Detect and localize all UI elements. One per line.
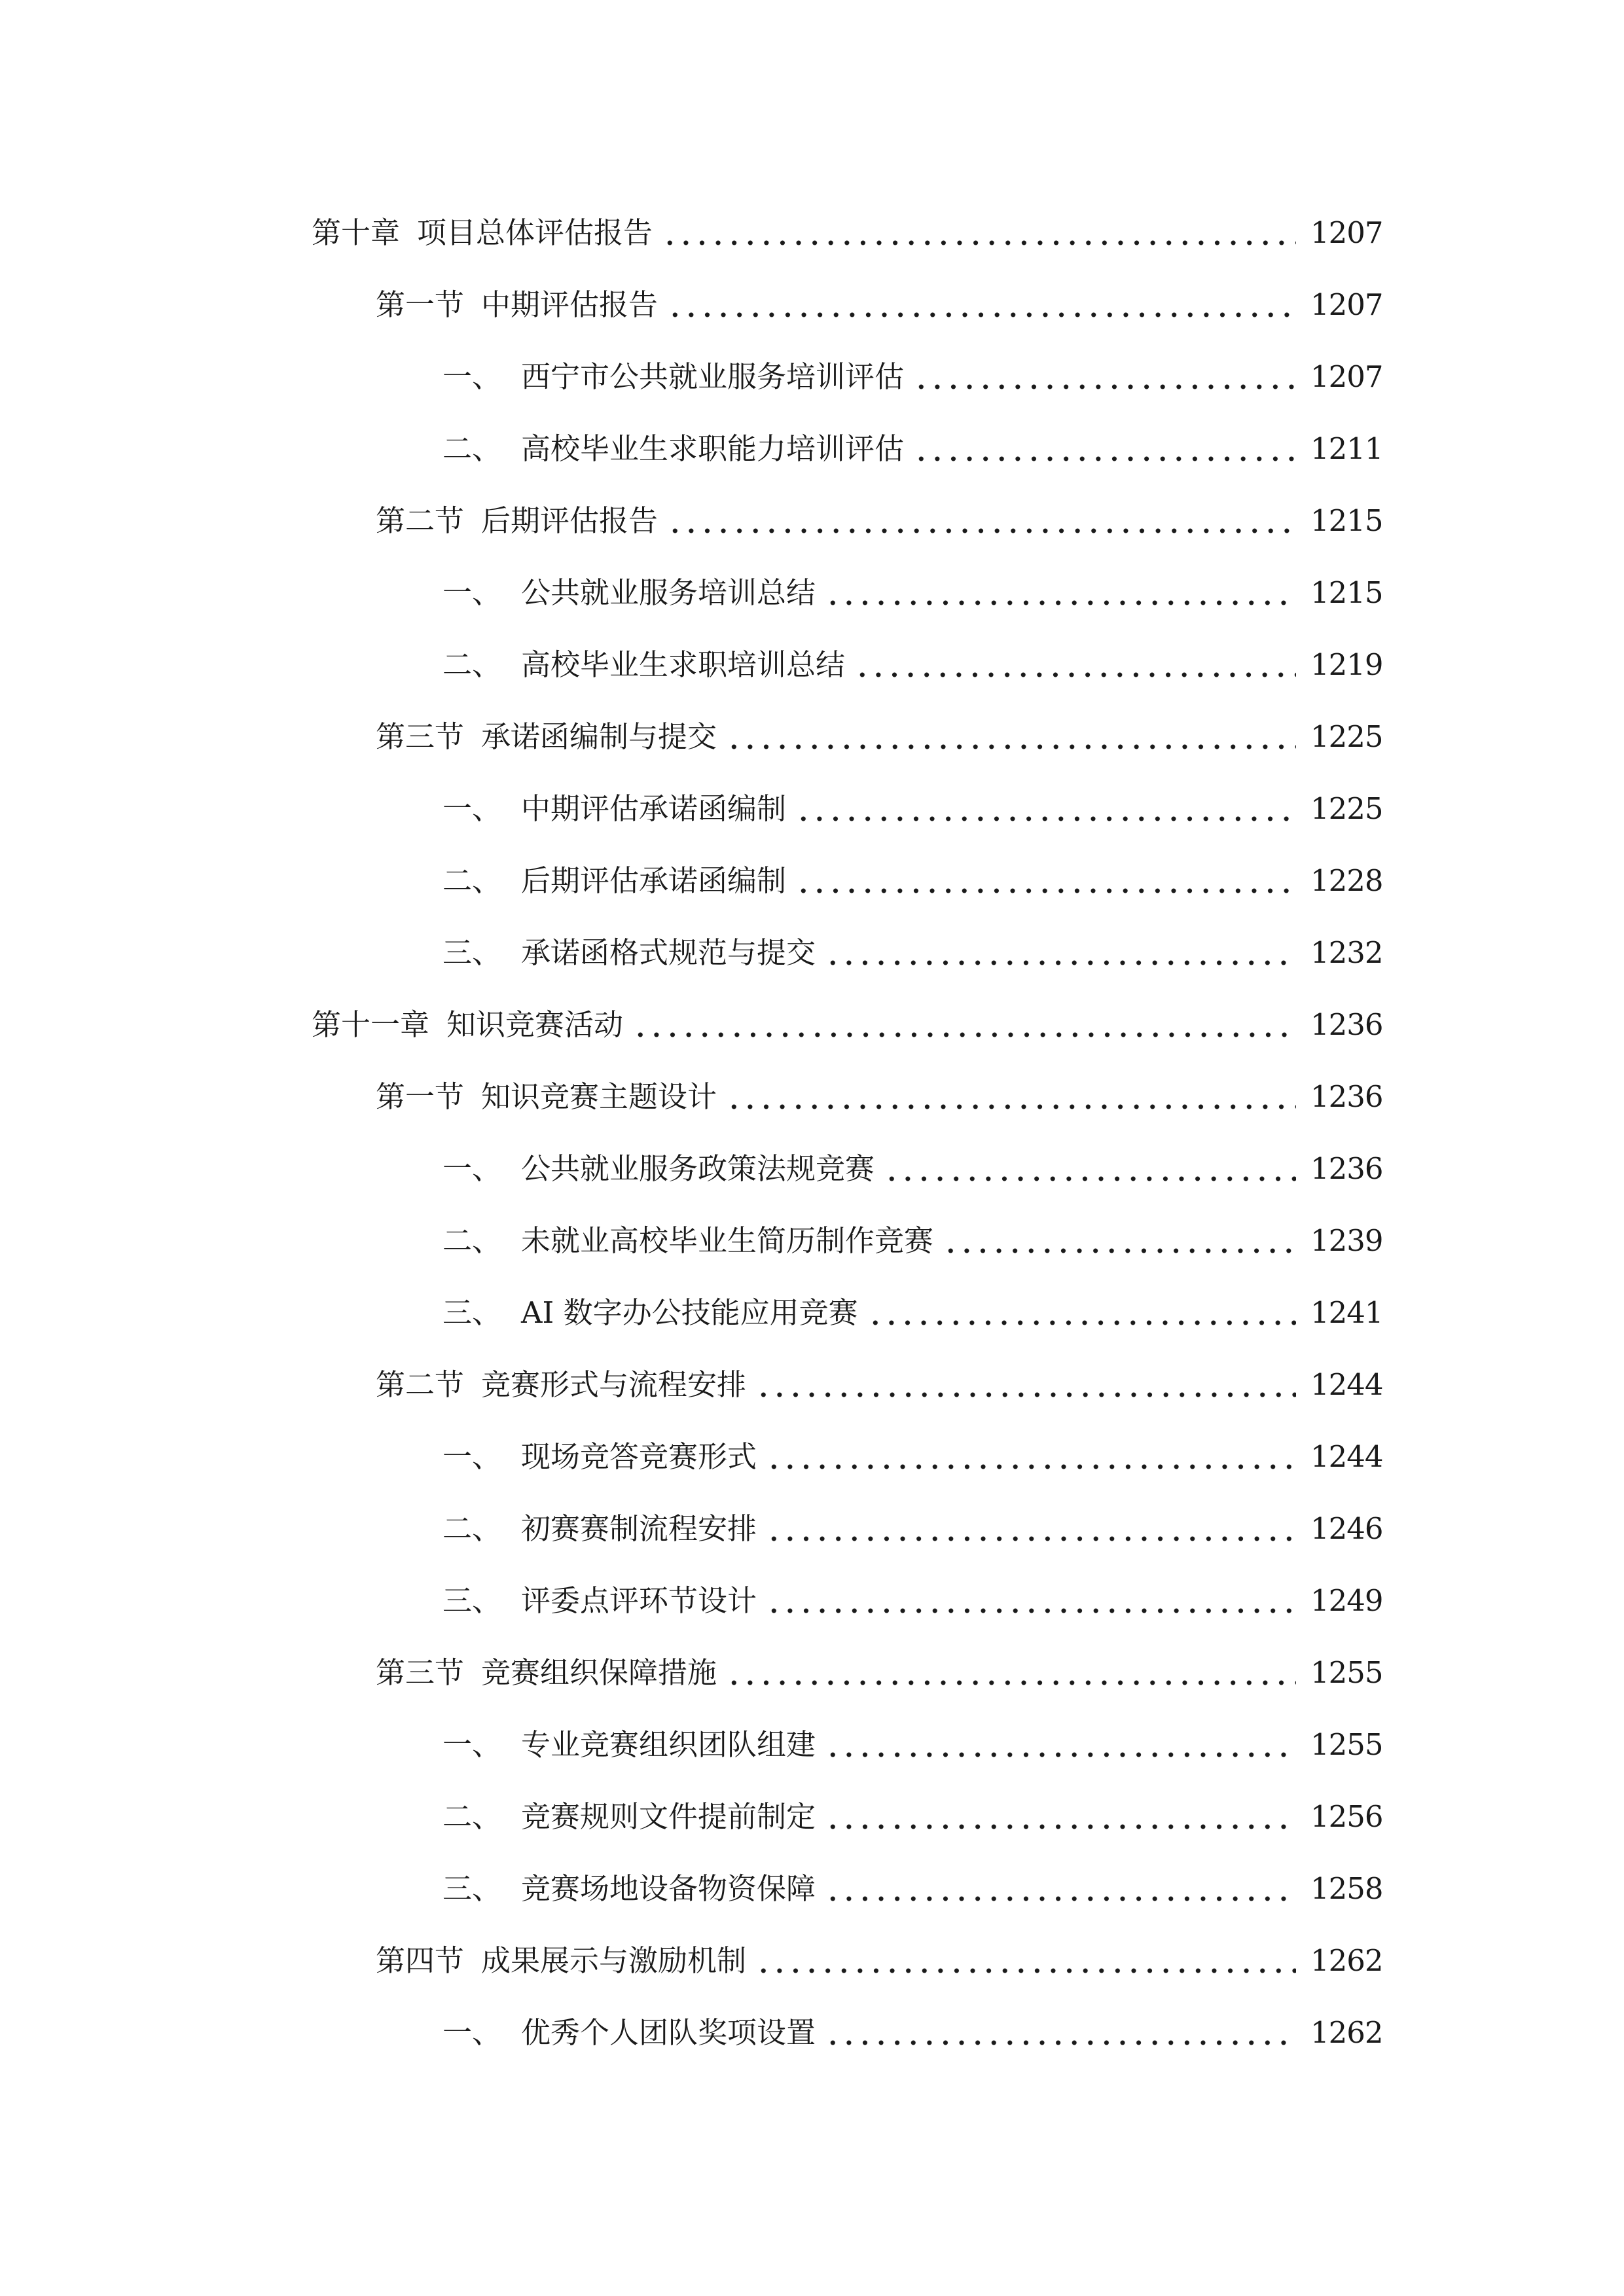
toc-subsection-entry[interactable] [0,340,1624,412]
toc-page-number: 1228 [1310,863,1383,898]
toc-entry-number: 二、 [442,431,502,466]
toc-entry-number: 一、 [442,1439,502,1474]
dot-leader [825,938,1296,967]
toc-subsection-entry[interactable] [0,1564,1624,1636]
toc-page-number: 1249 [1310,1583,1383,1618]
toc-entry-number: 二、 [442,1511,502,1546]
toc-page-number: 1255 [1310,1727,1383,1762]
dot-leader [825,1874,1296,1903]
dot-leader [884,1154,1296,1183]
toc-entry-number: 一、 [442,1151,502,1186]
toc-subsection-entry[interactable] [0,412,1624,484]
toc-entry-number: 三、 [442,1583,502,1618]
toc-page-number: 1207 [1310,359,1383,394]
dot-leader [913,362,1296,391]
toc-entry-title: 初赛赛制流程安排 [521,1511,757,1546]
dot-leader [726,722,1296,751]
toc-entry-number: 一、 [442,359,502,394]
toc-subsection-entry[interactable] [0,1852,1624,1924]
toc-subsection-entry[interactable] [0,628,1624,700]
toc-section-entry[interactable] [0,1348,1624,1420]
toc-subsection-entry[interactable] [0,1276,1624,1348]
toc-entry-number: 一、 [442,575,502,610]
toc-entry-title: 后期评估承诺函编制 [521,863,787,898]
toc-section-entry[interactable] [0,1924,1624,1996]
toc-entry-number: 第四节 [376,1943,465,1978]
dot-leader [825,2018,1296,2047]
toc-page-number: 1225 [1310,719,1383,754]
toc-subsection-entry[interactable] [0,1132,1624,1204]
toc-entry-title: 评委点评环节设计 [521,1583,757,1618]
toc-page-number: 1232 [1310,935,1383,970]
toc-chapter-entry[interactable] [0,988,1624,1060]
toc-entry-title: 高校毕业生求职培训总结 [521,647,846,682]
toc-entry-number: 二、 [442,647,502,682]
toc-page-number: 1219 [1310,647,1383,682]
dot-leader [726,1658,1296,1687]
toc-entry-title: 优秀个人团队奖项设置 [521,2015,816,2050]
dot-leader [913,434,1296,463]
toc-entry-number: 第二节 [376,1367,465,1402]
toc-entry-number: 第一节 [376,1079,465,1114]
toc-entry-number: 二、 [442,1799,502,1834]
toc-section-entry[interactable] [0,1060,1624,1132]
toc-entry-number: 三、 [442,1295,502,1330]
toc-entry-number: 第一节 [376,287,465,322]
dot-leader [825,1730,1296,1759]
toc-subsection-entry[interactable] [0,1420,1624,1492]
dot-leader [766,1442,1296,1471]
dot-leader [825,1802,1296,1831]
toc-page-number: 1211 [1310,431,1383,466]
toc-entry-title: 竞赛形式与流程安排 [481,1367,747,1402]
toc-entry-title: 西宁市公共就业服务培训评估 [521,359,905,394]
toc-page-number: 1215 [1310,575,1383,610]
toc-page-number: 1236 [1310,1007,1383,1042]
toc-page-number: 1207 [1310,215,1383,250]
toc-subsection-entry[interactable] [0,772,1624,844]
toc-entry-title: 竞赛场地设备物资保障 [521,1871,816,1906]
toc-entry-title: 竞赛规则文件提前制定 [521,1799,816,1834]
dot-leader [795,866,1296,895]
toc-entry-number: 第三节 [376,1655,465,1690]
dot-leader [662,218,1296,247]
toc-entry-title: 专业竞赛组织团队组建 [521,1727,816,1762]
dot-leader [667,506,1296,535]
toc-entry-number: 二、 [442,1223,502,1258]
toc-page-number: 1255 [1310,1655,1383,1690]
toc-entry-number: 一、 [442,1727,502,1762]
toc-entry-title: 现场竞答竞赛形式 [521,1439,757,1474]
toc-entry-number: 第十一章 [312,1007,430,1042]
toc-page-number: 1258 [1310,1871,1383,1906]
toc-subsection-entry[interactable] [0,1708,1624,1780]
dot-leader [726,1082,1296,1111]
toc-subsection-entry[interactable] [0,1780,1624,1852]
toc-entry-title: 知识竞赛主题设计 [481,1079,717,1114]
toc-section-entry[interactable] [0,700,1624,772]
toc-entry-title: 公共就业服务政策法规竞赛 [521,1151,875,1186]
toc-page-number: 1256 [1310,1799,1383,1834]
dot-leader [825,578,1296,607]
toc-entry-number: 一、 [442,2015,502,2050]
toc-page-number: 1262 [1310,2015,1383,2050]
toc-page-number: 1244 [1310,1367,1383,1402]
toc-entry-number: 三、 [442,1871,502,1906]
toc-page-number: 1225 [1310,791,1383,826]
dot-leader [632,1010,1296,1039]
toc-entry-number: 三、 [442,935,502,970]
toc-subsection-entry[interactable] [0,916,1624,988]
toc-entry-number: 第二节 [376,503,465,538]
toc-page-number: 1215 [1310,503,1383,538]
toc-section-entry[interactable] [0,484,1624,556]
dot-leader [854,650,1296,679]
toc-page-number: 1239 [1310,1223,1383,1258]
toc-page-number: 1246 [1310,1511,1383,1546]
table-of-contents [0,196,1624,2068]
toc-subsection-entry[interactable] [0,1996,1624,2068]
toc-entry-title: 后期评估报告 [481,503,659,538]
toc-page-number: 1236 [1310,1151,1383,1186]
toc-subsection-entry[interactable] [0,556,1624,628]
toc-page-number: 1241 [1310,1295,1383,1330]
toc-page-number: 1207 [1310,287,1383,322]
toc-entry-title: 中期评估报告 [481,287,659,322]
toc-entry-title: 竞赛组织保障措施 [481,1655,717,1690]
toc-entry-title: AI 数字办公技能应用竞赛 [521,1295,858,1330]
toc-section-entry[interactable] [0,268,1624,340]
toc-chapter-entry[interactable] [0,196,1624,268]
dot-leader [667,290,1296,319]
toc-entry-title: 承诺函编制与提交 [481,719,717,754]
dot-leader [766,1514,1296,1543]
toc-entry-title: 高校毕业生求职能力培训评估 [521,431,905,466]
toc-section-entry[interactable] [0,1636,1624,1708]
toc-entry-number: 第三节 [376,719,465,754]
toc-page-number: 1244 [1310,1439,1383,1474]
toc-entry-title: 未就业高校毕业生简历制作竞赛 [521,1223,934,1258]
toc-subsection-entry[interactable] [0,844,1624,916]
toc-entry-title: 承诺函格式规范与提交 [521,935,816,970]
toc-entry-title: 知识竞赛活动 [446,1007,624,1042]
dot-leader [943,1226,1296,1255]
dot-leader [795,794,1296,823]
toc-subsection-entry[interactable] [0,1204,1624,1276]
toc-entry-title: 公共就业服务培训总结 [521,575,816,610]
toc-page-number: 1236 [1310,1079,1383,1114]
toc-page-number: 1262 [1310,1943,1383,1978]
dot-leader [755,1370,1296,1399]
dot-leader [766,1586,1296,1615]
dot-leader [755,1946,1296,1975]
toc-entry-title: 成果展示与激励机制 [481,1943,747,1978]
toc-entry-title: 中期评估承诺函编制 [521,791,787,826]
toc-subsection-entry[interactable] [0,1492,1624,1564]
toc-entry-number: 二、 [442,863,502,898]
dot-leader [867,1298,1296,1327]
toc-entry-number: 一、 [442,791,502,826]
toc-entry-number: 第十章 [312,215,401,250]
toc-entry-title: 项目总体评估报告 [417,215,653,250]
